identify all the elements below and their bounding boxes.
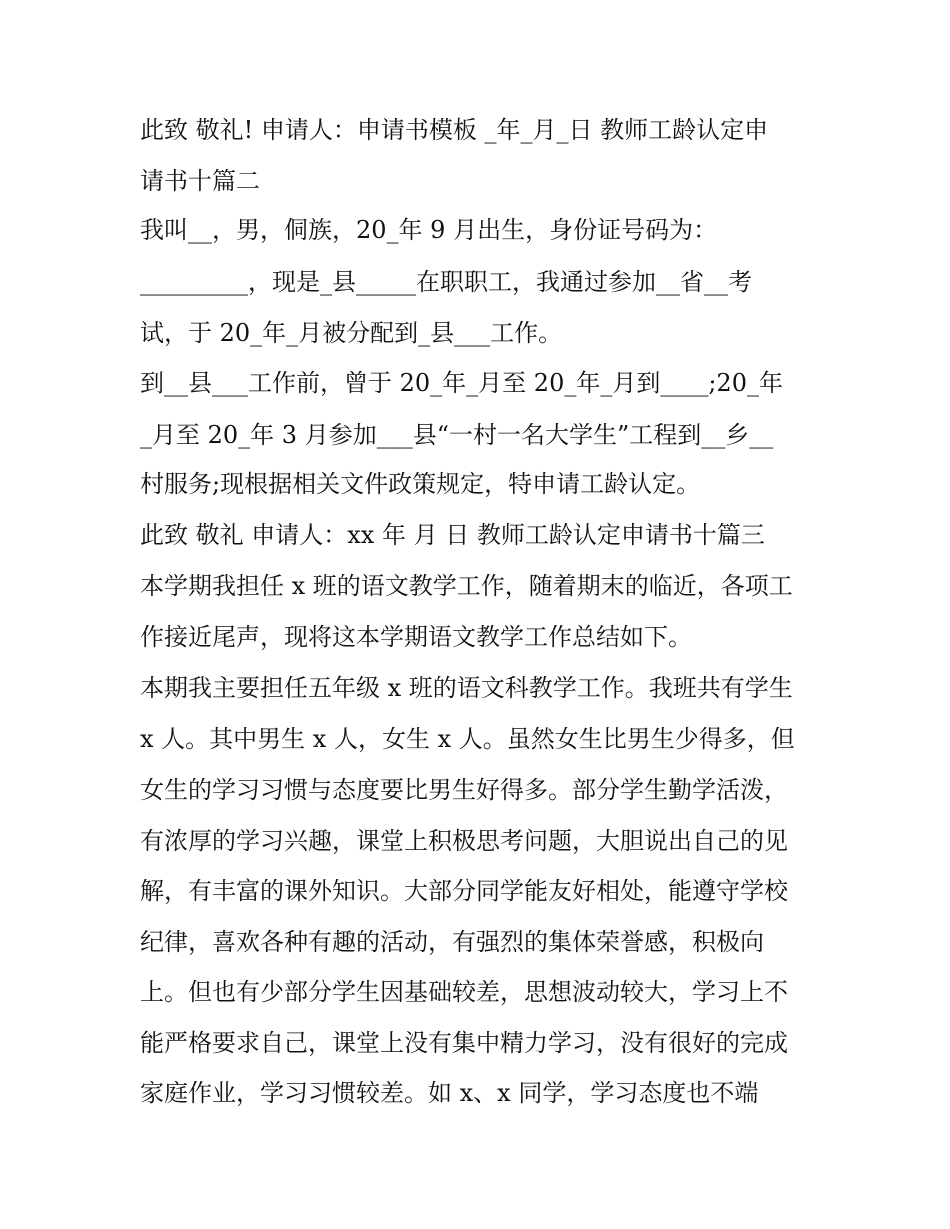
text-line: 上。但也有少部分学生因基础较差，思想波动较大，学习上不	[140, 978, 788, 1006]
text-line: 有浓厚的学习兴趣，课堂上积极思考问题，大胆说出自己的见	[140, 827, 788, 855]
text-line: 纪律，喜欢各种有趣的活动，有强烈的集体荣誉感，积极向	[140, 928, 764, 956]
text-line: _月至 20_年 3 月参加___县“一村一名大学生”工程到__乡__	[140, 421, 774, 449]
text-line: 此致 敬礼! 申请人：申请书模板 _年_月_日 教师工龄认定申	[140, 116, 769, 144]
text-line: 此致 敬礼 申请人：xx 年 月 日 教师工龄认定申请书十篇三	[140, 521, 765, 549]
text-line: 村服务;现根据相关文件政策规定，特申请工龄认定。	[140, 470, 701, 498]
text-line: 我叫__，男，侗族，20_年 9 月出生，身份证号码为：	[140, 216, 718, 244]
text-line: 能严格要求自己，课堂上没有集中精力学习，没有很好的完成	[140, 1029, 788, 1057]
text-line: x 人。其中男生 x 人，女生 x 人。虽然女生比男生少得多，但	[140, 725, 795, 753]
text-line: 女生的学习习惯与态度要比男生好得多。部分学生勤学活泼，	[140, 776, 788, 804]
text-line: 到__县___工作前，曾于 20_年_月至 20_年_月到____;20_年	[140, 369, 783, 397]
text-line: 解，有丰富的课外知识。大部分同学能友好相处，能遵守学校	[140, 877, 788, 905]
text-line: 家庭作业，学习习惯较差。如 x、x 同学，学习态度也不端	[140, 1079, 759, 1107]
text-line: 试，于 20_年_月被分配到_县___工作。	[140, 319, 563, 347]
text-line: 本期我主要担任五年级 x 班的语文科教学工作。我班共有学生	[140, 674, 793, 702]
text-line: _________，现是_县_____在职职工，我通过参加__省__考	[140, 268, 752, 296]
text-line: 作接近尾声，现将这本学期语文教学工作总结如下。	[140, 623, 692, 651]
text-line: 请书十篇二	[140, 167, 260, 195]
text-line: 本学期我担任 x 班的语文教学工作，随着期末的临近，各项工	[140, 572, 793, 600]
